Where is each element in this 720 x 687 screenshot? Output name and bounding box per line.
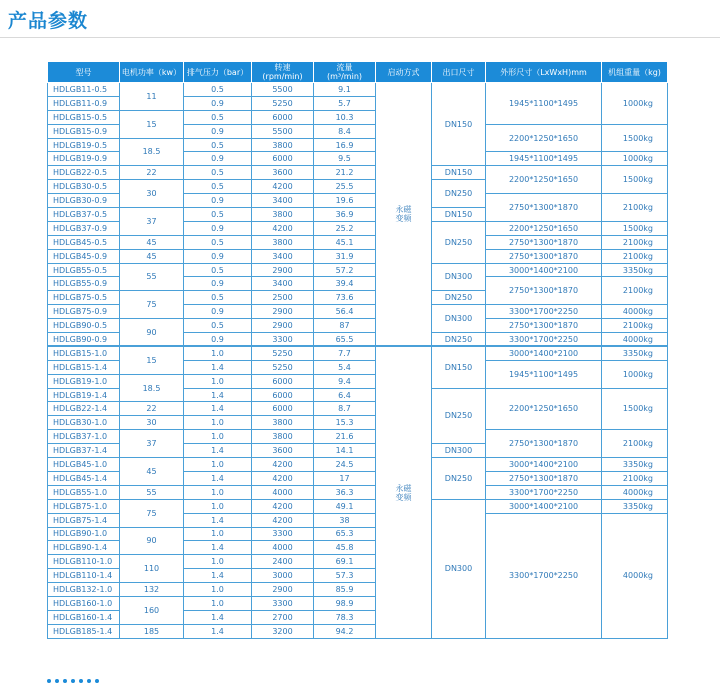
cell-power: 132 <box>120 583 184 597</box>
cell-pressure: 0.9 <box>184 305 252 319</box>
cell-model: HDLGB37-1.4 <box>48 444 120 458</box>
cell-speed: 4200 <box>252 458 314 472</box>
cell-pressure: 0.9 <box>184 152 252 166</box>
cell-weight: 4000kg <box>602 333 668 347</box>
cell-weight: 2100kg <box>602 249 668 263</box>
cell-speed: 6000 <box>252 152 314 166</box>
cell-speed: 3400 <box>252 249 314 263</box>
cell-dimensions: 2750*1300*1870 <box>486 235 602 249</box>
col-header-power: 电机功率（kw） <box>120 62 184 83</box>
cell-weight: 1000kg <box>602 83 668 125</box>
cell-outlet: DN150 <box>432 83 486 166</box>
cell-speed: 4200 <box>252 221 314 235</box>
cell-flow: 36.3 <box>314 485 376 499</box>
cell-dimensions: 2750*1300*1870 <box>486 430 602 458</box>
cell-dimensions: 2200*1250*1650 <box>486 166 602 194</box>
cell-power: 37 <box>120 208 184 236</box>
cell-pressure: 1.4 <box>184 610 252 624</box>
cell-model: HDLGB55-0.5 <box>48 263 120 277</box>
cell-dimensions: 2750*1300*1870 <box>486 194 602 222</box>
cell-weight: 2100kg <box>602 277 668 305</box>
cell-outlet: DN250 <box>432 388 486 444</box>
cell-model: HDLGB90-1.4 <box>48 541 120 555</box>
cell-outlet: DN250 <box>432 221 486 263</box>
cell-dimensions: 1945*1100*1495 <box>486 83 602 125</box>
cell-power: 22 <box>120 166 184 180</box>
cell-speed: 4200 <box>252 471 314 485</box>
dot <box>47 679 51 683</box>
cell-model: HDLGB15-0.5 <box>48 110 120 124</box>
cell-flow: 45.1 <box>314 235 376 249</box>
cell-model: HDLGB19-1.4 <box>48 388 120 402</box>
cell-flow: 56.4 <box>314 305 376 319</box>
cell-speed: 3800 <box>252 416 314 430</box>
cell-weight: 1000kg <box>602 152 668 166</box>
cell-power: 185 <box>120 624 184 638</box>
dot <box>55 679 59 683</box>
cell-weight: 3350kg <box>602 346 668 360</box>
cell-outlet: DN250 <box>432 291 486 305</box>
cell-model: HDLGB132-1.0 <box>48 583 120 597</box>
cell-weight: 1000kg <box>602 360 668 388</box>
cell-pressure: 1.4 <box>184 569 252 583</box>
cell-power: 75 <box>120 291 184 319</box>
cell-dimensions: 2200*1250*1650 <box>486 124 602 152</box>
cell-pressure: 0.9 <box>184 124 252 138</box>
col-header-dimensions: 外形尺寸（LxWxH)mm <box>486 62 602 83</box>
cell-weight: 3350kg <box>602 499 668 513</box>
cell-dimensions: 2750*1300*1870 <box>486 471 602 485</box>
cell-model: HDLGB90-0.5 <box>48 319 120 333</box>
cell-dimensions: 3000*1400*2100 <box>486 458 602 472</box>
cell-pressure: 1.4 <box>184 402 252 416</box>
cell-power: 75 <box>120 499 184 527</box>
cell-weight: 4000kg <box>602 485 668 499</box>
cell-power: 110 <box>120 555 184 583</box>
cell-model: HDLGB185-1.4 <box>48 624 120 638</box>
cell-dimensions: 3000*1400*2100 <box>486 263 602 277</box>
cell-dimensions: 2200*1250*1650 <box>486 221 602 235</box>
cell-outlet: DN300 <box>432 263 486 291</box>
cell-flow: 21.2 <box>314 166 376 180</box>
cell-weight: 2100kg <box>602 235 668 249</box>
cell-dimensions: 1945*1100*1495 <box>486 360 602 388</box>
cell-model: HDLGB19-0.9 <box>48 152 120 166</box>
cell-outlet: DN150 <box>432 208 486 222</box>
cell-pressure: 0.5 <box>184 166 252 180</box>
cell-speed: 3800 <box>252 235 314 249</box>
cell-speed: 3600 <box>252 444 314 458</box>
cell-outlet: DN150 <box>432 166 486 180</box>
cell-outlet: DN250 <box>432 333 486 347</box>
cell-outlet: DN300 <box>432 444 486 458</box>
cell-speed: 3300 <box>252 527 314 541</box>
cell-flow: 10.3 <box>314 110 376 124</box>
cell-power: 55 <box>120 263 184 291</box>
table-body <box>48 83 668 639</box>
cell-pressure: 0.5 <box>184 138 252 152</box>
cell-speed: 6000 <box>252 388 314 402</box>
cell-model: HDLGB30-0.9 <box>48 194 120 208</box>
cell-pressure: 1.0 <box>184 346 252 360</box>
cell-model: HDLGB37-0.5 <box>48 208 120 222</box>
cell-speed: 3300 <box>252 333 314 347</box>
cell-model: HDLGB110-1.4 <box>48 569 120 583</box>
cell-model: HDLGB55-0.9 <box>48 277 120 291</box>
cell-flow: 65.3 <box>314 527 376 541</box>
cell-flow: 45.8 <box>314 541 376 555</box>
cell-outlet: DN250 <box>432 458 486 500</box>
cell-flow: 25.2 <box>314 221 376 235</box>
cell-start-mode: 永磁 变频 <box>376 83 432 347</box>
cell-speed: 3200 <box>252 624 314 638</box>
cell-speed: 3800 <box>252 138 314 152</box>
cell-weight: 1500kg <box>602 221 668 235</box>
cell-speed: 3000 <box>252 569 314 583</box>
cell-pressure: 0.5 <box>184 208 252 222</box>
table-row <box>48 485 668 499</box>
cell-dimensions: 2750*1300*1870 <box>486 319 602 333</box>
cell-model: HDLGB37-0.9 <box>48 221 120 235</box>
cell-power: 45 <box>120 235 184 249</box>
cell-power: 55 <box>120 485 184 499</box>
cell-power: 90 <box>120 527 184 555</box>
cell-outlet: DN250 <box>432 180 486 208</box>
cell-speed: 2500 <box>252 291 314 305</box>
cell-speed: 2900 <box>252 583 314 597</box>
col-header-speed: 转速 (rpm/min) <box>252 62 314 83</box>
cell-dimensions: 3300*1700*2250 <box>486 333 602 347</box>
cell-speed: 2400 <box>252 555 314 569</box>
cell-flow: 9.4 <box>314 374 376 388</box>
cell-model: HDLGB30-1.0 <box>48 416 120 430</box>
col-header-start-mode: 启动方式 <box>376 62 432 83</box>
cell-model: HDLGB160-1.0 <box>48 596 120 610</box>
cell-speed: 6000 <box>252 402 314 416</box>
cell-flow: 9.1 <box>314 83 376 97</box>
cell-power: 30 <box>120 416 184 430</box>
cell-flow: 85.9 <box>314 583 376 597</box>
cell-power: 22 <box>120 402 184 416</box>
cell-speed: 5250 <box>252 96 314 110</box>
cell-speed: 6000 <box>252 110 314 124</box>
cell-model: HDLGB30-0.5 <box>48 180 120 194</box>
cell-speed: 2900 <box>252 305 314 319</box>
cell-speed: 3300 <box>252 596 314 610</box>
cell-pressure: 1.0 <box>184 499 252 513</box>
title-divider <box>0 37 720 38</box>
cell-weight: 3350kg <box>602 263 668 277</box>
cell-model: HDLGB75-0.5 <box>48 291 120 305</box>
cell-flow: 87 <box>314 319 376 333</box>
cell-speed: 4000 <box>252 541 314 555</box>
cell-model: HDLGB90-0.9 <box>48 333 120 347</box>
cell-start-mode: 永磁 变频 <box>376 346 432 638</box>
table-row <box>48 430 668 444</box>
cell-power: 18.5 <box>120 374 184 402</box>
cell-model: HDLGB90-1.0 <box>48 527 120 541</box>
cell-pressure: 1.0 <box>184 485 252 499</box>
cell-flow: 25.5 <box>314 180 376 194</box>
cell-power: 15 <box>120 110 184 138</box>
product-parameter-table <box>47 61 668 639</box>
col-header-weight: 机组重量（kg) <box>602 62 668 83</box>
cell-pressure: 1.0 <box>184 596 252 610</box>
cell-pressure: 0.9 <box>184 194 252 208</box>
cell-flow: 39.4 <box>314 277 376 291</box>
cell-pressure: 1.4 <box>184 513 252 527</box>
cell-model: HDLGB110-1.0 <box>48 555 120 569</box>
dot <box>71 679 75 683</box>
cell-power: 30 <box>120 180 184 208</box>
cell-flow: 9.5 <box>314 152 376 166</box>
cell-pressure: 1.0 <box>184 416 252 430</box>
cell-model: HDLGB37-1.0 <box>48 430 120 444</box>
cell-pressure: 1.0 <box>184 458 252 472</box>
cell-model: HDLGB45-0.9 <box>48 249 120 263</box>
cell-flow: 14.1 <box>314 444 376 458</box>
cell-model: HDLGB75-1.0 <box>48 499 120 513</box>
cell-power: 90 <box>120 319 184 347</box>
cell-flow: 65.5 <box>314 333 376 347</box>
pagination-dots <box>47 668 103 676</box>
cell-pressure: 1.4 <box>184 624 252 638</box>
cell-power: 11 <box>120 83 184 111</box>
col-header-outlet: 出口尺寸 <box>432 62 486 83</box>
cell-speed: 6000 <box>252 374 314 388</box>
table-row <box>48 249 668 263</box>
dot <box>63 679 67 683</box>
cell-speed: 3800 <box>252 208 314 222</box>
cell-speed: 5500 <box>252 124 314 138</box>
cell-pressure: 0.5 <box>184 263 252 277</box>
cell-model: HDLGB45-1.4 <box>48 471 120 485</box>
cell-flow: 98.9 <box>314 596 376 610</box>
cell-flow: 5.7 <box>314 96 376 110</box>
cell-power: 45 <box>120 249 184 263</box>
dot <box>95 679 99 683</box>
cell-weight: 2100kg <box>602 471 668 485</box>
cell-power: 160 <box>120 596 184 624</box>
cell-flow: 21.6 <box>314 430 376 444</box>
table-row <box>48 83 668 97</box>
cell-model: HDLGB11-0.5 <box>48 83 120 97</box>
cell-flow: 94.2 <box>314 624 376 638</box>
cell-flow: 6.4 <box>314 388 376 402</box>
cell-pressure: 1.4 <box>184 360 252 374</box>
cell-outlet: DN150 <box>432 346 486 388</box>
cell-weight: 3350kg <box>602 458 668 472</box>
cell-flow: 49.1 <box>314 499 376 513</box>
cell-pressure: 0.9 <box>184 249 252 263</box>
cell-flow: 8.7 <box>314 402 376 416</box>
cell-flow: 24.5 <box>314 458 376 472</box>
cell-pressure: 0.5 <box>184 83 252 97</box>
cell-speed: 4200 <box>252 499 314 513</box>
cell-weight: 1500kg <box>602 124 668 152</box>
cell-pressure: 1.0 <box>184 430 252 444</box>
col-header-flow: 流量 (m³/min) <box>314 62 376 83</box>
cell-power: 15 <box>120 346 184 374</box>
cell-pressure: 0.5 <box>184 180 252 194</box>
cell-dimensions: 3300*1700*2250 <box>486 305 602 319</box>
cell-model: HDLGB75-1.4 <box>48 513 120 527</box>
table-row <box>48 499 668 513</box>
table-row <box>48 346 668 360</box>
cell-flow: 8.4 <box>314 124 376 138</box>
cell-model: HDLGB75-0.9 <box>48 305 120 319</box>
cell-model: HDLGB15-1.0 <box>48 346 120 360</box>
cell-pressure: 0.5 <box>184 319 252 333</box>
page-title: 产品参数 <box>8 10 89 32</box>
dot <box>79 679 83 683</box>
cell-flow: 57.3 <box>314 569 376 583</box>
cell-pressure: 0.5 <box>184 291 252 305</box>
cell-flow: 78.3 <box>314 610 376 624</box>
cell-speed: 5250 <box>252 360 314 374</box>
cell-pressure: 0.9 <box>184 333 252 347</box>
cell-flow: 31.9 <box>314 249 376 263</box>
cell-flow: 5.4 <box>314 360 376 374</box>
cell-power: 18.5 <box>120 138 184 166</box>
cell-pressure: 1.0 <box>184 583 252 597</box>
cell-flow: 16.9 <box>314 138 376 152</box>
cell-flow: 38 <box>314 513 376 527</box>
cell-model: HDLGB45-0.5 <box>48 235 120 249</box>
cell-model: HDLGB55-1.0 <box>48 485 120 499</box>
cell-model: HDLGB19-0.5 <box>48 138 120 152</box>
cell-flow: 19.6 <box>314 194 376 208</box>
table-row <box>48 458 668 472</box>
cell-speed: 2900 <box>252 319 314 333</box>
cell-flow: 57.2 <box>314 263 376 277</box>
cell-pressure: 0.9 <box>184 96 252 110</box>
cell-weight: 2100kg <box>602 319 668 333</box>
cell-pressure: 1.4 <box>184 388 252 402</box>
col-header-pressure: 排气压力（bar） <box>184 62 252 83</box>
cell-speed: 4200 <box>252 513 314 527</box>
cell-pressure: 0.5 <box>184 110 252 124</box>
cell-dimensions: 2750*1300*1870 <box>486 277 602 305</box>
dot <box>87 679 91 683</box>
cell-dimensions: 1945*1100*1495 <box>486 152 602 166</box>
cell-model: HDLGB15-1.4 <box>48 360 120 374</box>
cell-speed: 4200 <box>252 180 314 194</box>
cell-model: HDLGB22-1.4 <box>48 402 120 416</box>
cell-speed: 3800 <box>252 430 314 444</box>
cell-flow: 17 <box>314 471 376 485</box>
cell-dimensions: 3000*1400*2100 <box>486 499 602 513</box>
cell-dimensions: 2750*1300*1870 <box>486 249 602 263</box>
cell-flow: 15.3 <box>314 416 376 430</box>
cell-model: HDLGB11-0.9 <box>48 96 120 110</box>
cell-power: 37 <box>120 430 184 458</box>
cell-weight: 2100kg <box>602 430 668 458</box>
table-row <box>48 263 668 277</box>
cell-model: HDLGB160-1.4 <box>48 610 120 624</box>
cell-dimensions: 3300*1700*2250 <box>486 513 602 638</box>
cell-outlet: DN300 <box>432 499 486 638</box>
cell-weight: 4000kg <box>602 513 668 638</box>
table-row <box>48 166 668 180</box>
header-row <box>48 62 668 83</box>
cell-speed: 3600 <box>252 166 314 180</box>
cell-model: HDLGB15-0.9 <box>48 124 120 138</box>
cell-flow: 36.9 <box>314 208 376 222</box>
cell-speed: 4000 <box>252 485 314 499</box>
cell-pressure: 1.0 <box>184 527 252 541</box>
cell-model: HDLGB45-1.0 <box>48 458 120 472</box>
cell-pressure: 0.9 <box>184 277 252 291</box>
cell-speed: 3400 <box>252 194 314 208</box>
table-row <box>48 319 668 333</box>
cell-model: HDLGB19-1.0 <box>48 374 120 388</box>
table-row <box>48 235 668 249</box>
cell-dimensions: 3000*1400*2100 <box>486 346 602 360</box>
cell-weight: 4000kg <box>602 305 668 319</box>
cell-weight: 1500kg <box>602 166 668 194</box>
cell-pressure: 1.4 <box>184 471 252 485</box>
cell-weight: 2100kg <box>602 194 668 222</box>
cell-speed: 3400 <box>252 277 314 291</box>
cell-model: HDLGB22-0.5 <box>48 166 120 180</box>
cell-dimensions: 2200*1250*1650 <box>486 388 602 430</box>
cell-speed: 2900 <box>252 263 314 277</box>
cell-weight: 1500kg <box>602 388 668 430</box>
cell-flow: 7.7 <box>314 346 376 360</box>
cell-flow: 73.6 <box>314 291 376 305</box>
cell-pressure: 1.4 <box>184 541 252 555</box>
cell-speed: 2700 <box>252 610 314 624</box>
cell-pressure: 0.5 <box>184 235 252 249</box>
cell-speed: 5250 <box>252 346 314 360</box>
cell-pressure: 0.9 <box>184 221 252 235</box>
cell-power: 45 <box>120 458 184 486</box>
cell-dimensions: 3300*1700*2250 <box>486 485 602 499</box>
cell-pressure: 1.4 <box>184 444 252 458</box>
cell-pressure: 1.0 <box>184 374 252 388</box>
cell-speed: 5500 <box>252 83 314 97</box>
col-header-model: 型号 <box>48 62 120 83</box>
cell-outlet: DN300 <box>432 305 486 333</box>
cell-pressure: 1.0 <box>184 555 252 569</box>
cell-flow: 69.1 <box>314 555 376 569</box>
